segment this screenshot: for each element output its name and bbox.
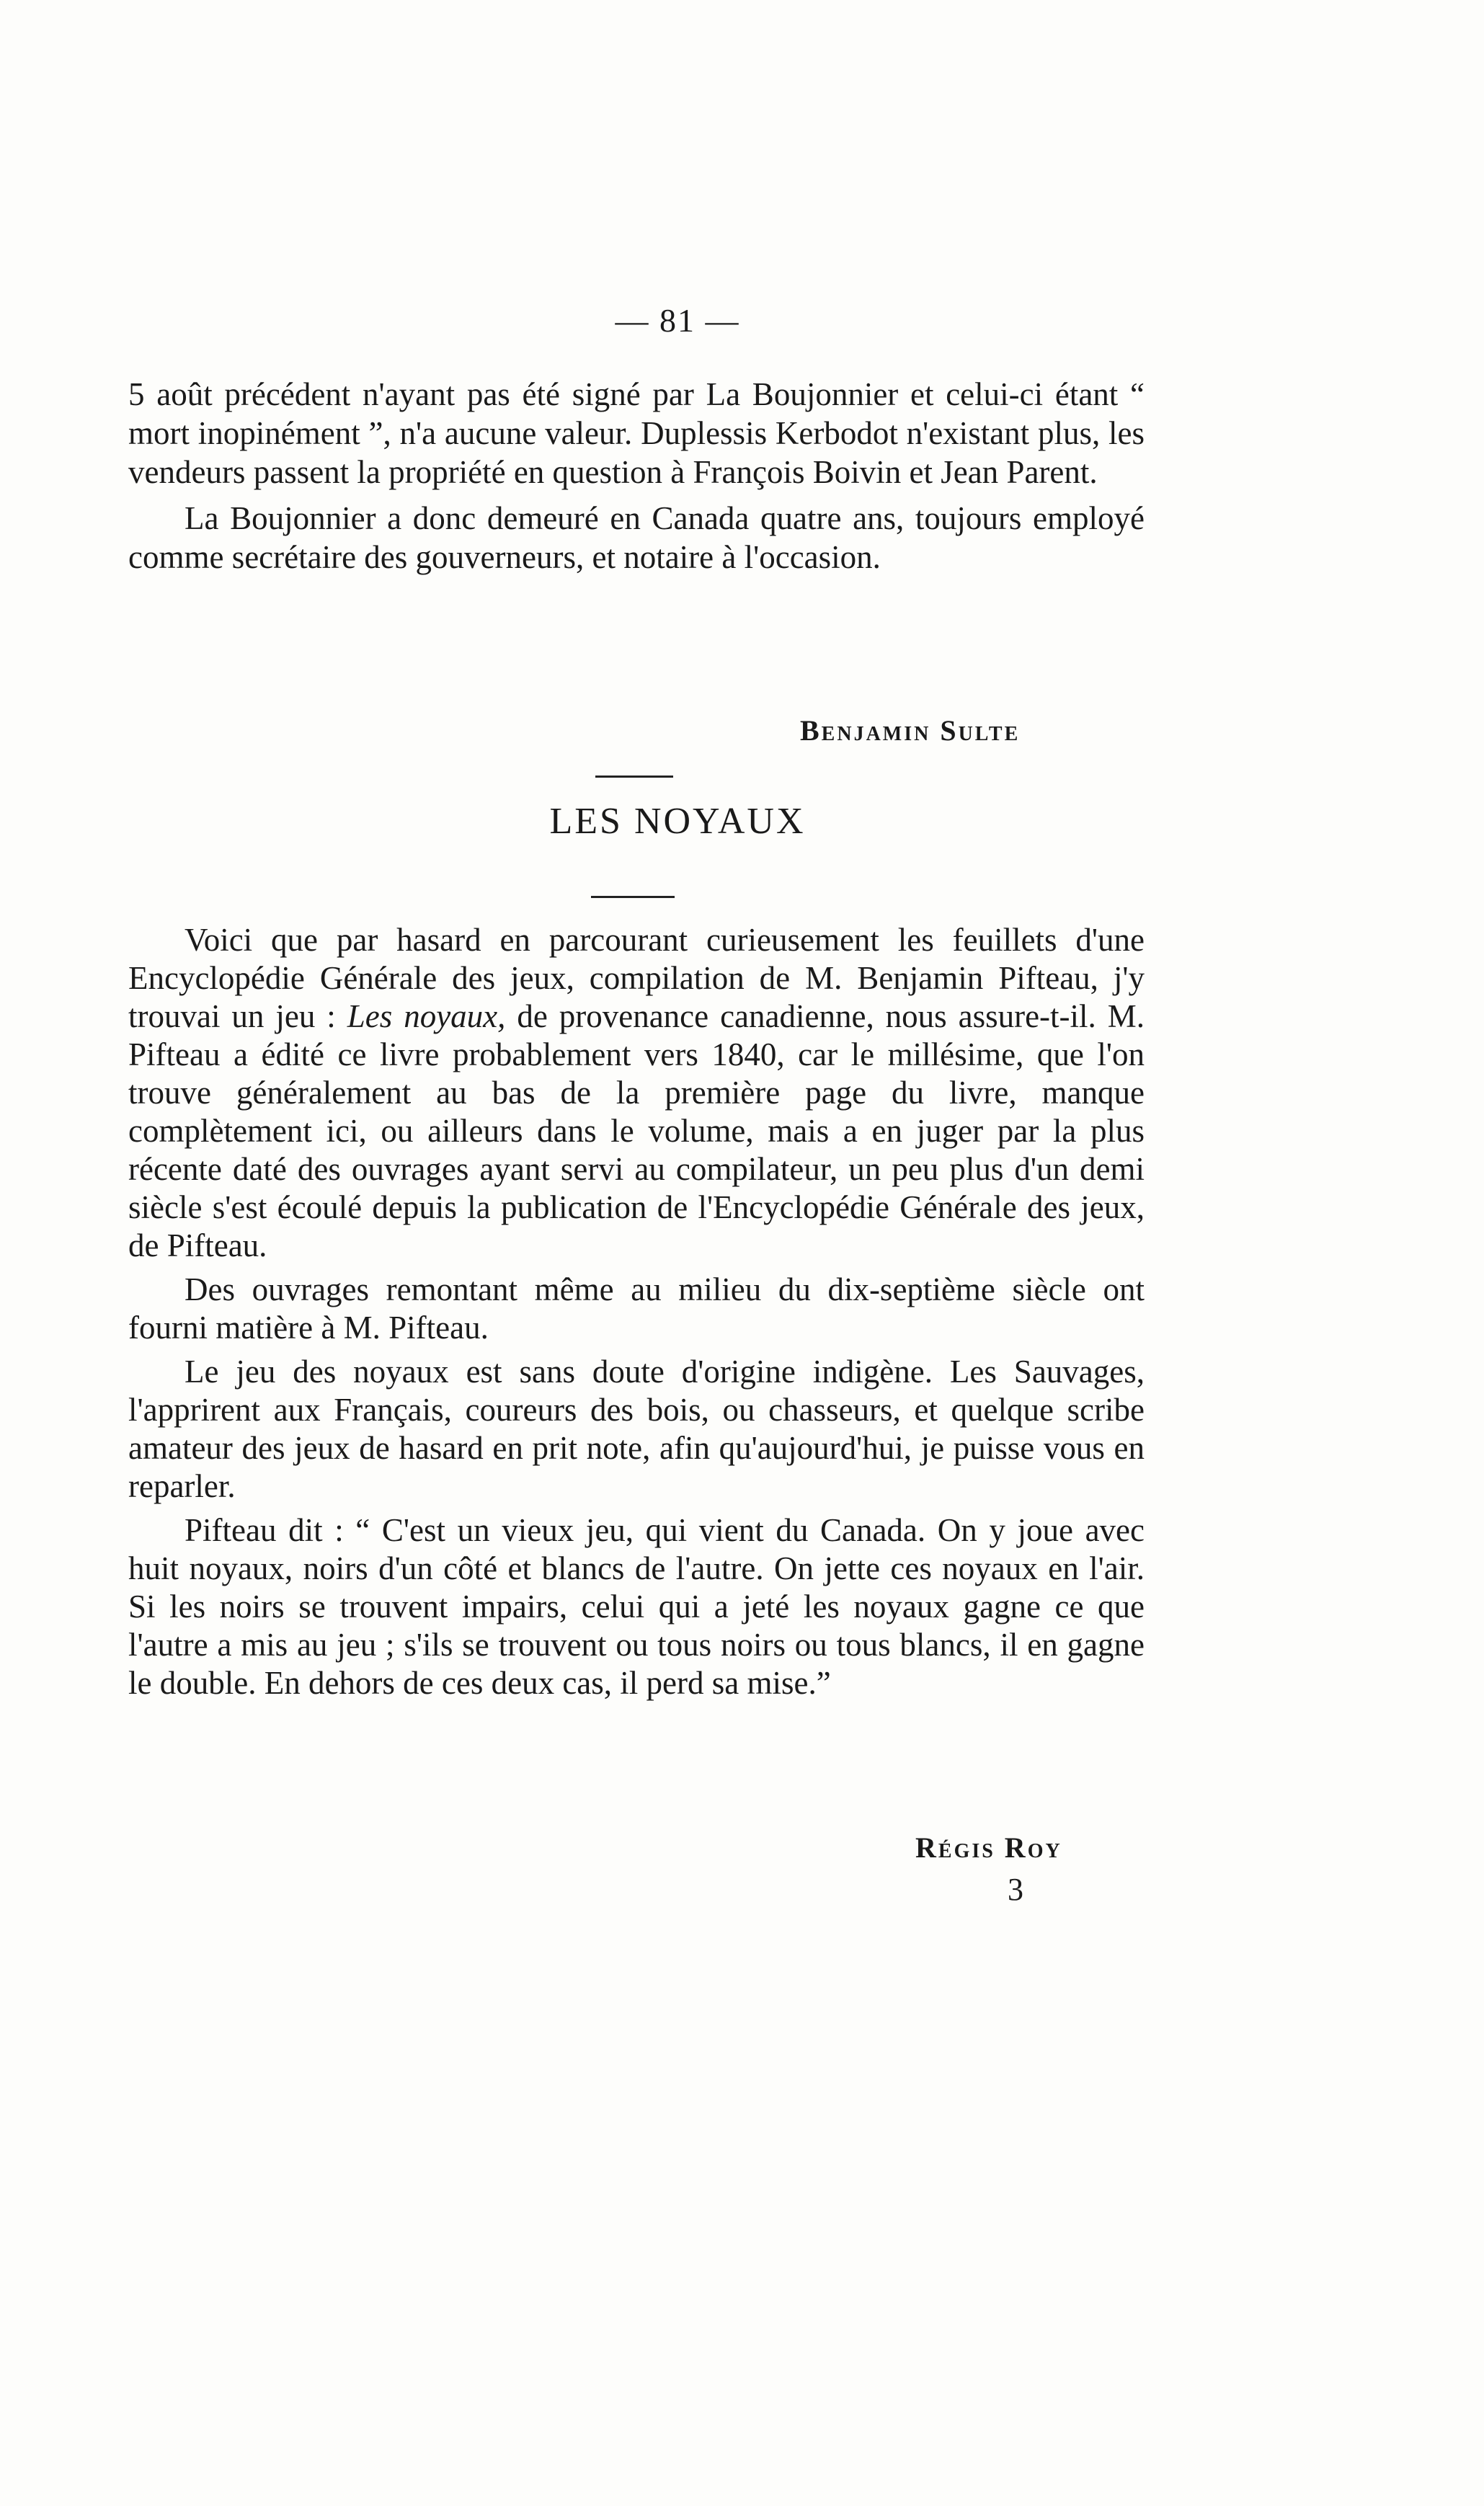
separator-rule-bottom — [591, 896, 675, 898]
author-signature-sulte: Benjamin Sulte — [800, 714, 1021, 747]
closing-paragraphs — [128, 375, 1145, 577]
separator-rule-top — [595, 776, 673, 778]
page-number: — 81 — — [615, 302, 740, 339]
section-title: LES NOYAUX — [549, 801, 806, 842]
author-signature-roy: Régis Roy — [915, 1831, 1062, 1864]
article-paragraph-1-end: de provenance canadienne, nous assure-t-il. M. Pifteau a édité ce livre probablement vers 1840, car le millésime, que l'on trouve généralement au bas de la première page du livre, manque complètement ici, ou ailleurs dans le volume, mais a en juger par la plus récente daté des ouvrages ayant servi au compilateur, un peu plus d'un demi siècle s'est écoulé depuis la publication de l'Encyclopédie Générale des jeux, de Pifteau. — [128, 998, 1145, 1263]
article-paragraph-4: Pifteau dit : “ C'est un vieux jeu, qui vient du Canada. On y joue avec huit noyaux, noirs d'un côté et blancs de l'autre. On jette ces noyaux en l'air. Si les noirs se trouvent impairs, celui qui a jeté les noyaux gagne ce que l'autre a mis au jeu ; s'ils se trouvent ou tous noirs ou tous blancs, il en gagne le double. En dehors de ces deux cas, il perd sa mise.” — [128, 1512, 1145, 1701]
article-paragraph-2: Des ouvrages remontant même au milieu du dix-septième siècle ont fourni matière à M. Pifteau. — [128, 1271, 1145, 1346]
article-body — [128, 921, 1145, 1702]
article-paragraph-3: Le jeu des noyaux est sans doute d'origine indigène. Les Sauvages, l'apprirent aux Français, coureurs des bois, ou chasseurs, et quelque scribe amateur des jeux de hasard en prit note, afin qu'aujourd'hui, je puisse vous en reparler. — [128, 1354, 1145, 1504]
game-title-italic: Les noyaux, — [347, 998, 506, 1034]
paragraph-conclusion: La Boujonnier a donc demeuré en Canada quatre ans, toujours employé comme secrétaire des gouverneurs, et notaire à l'occasion. — [128, 500, 1145, 575]
article-paragraph-1-start: Voici que par hasard en parcourant curieusement les feuillets d'une Encyclopédie Générale des jeux, compilation de M. Benjamin Pifteau, j'y trouvai un jeu : — [128, 922, 1145, 1034]
paragraph-continuation: 5 août précédent n'ayant pas été signé par La Boujonnier et celui-ci étant “ mort inopinément ”, n'a aucune valeur. Duplessis Kerbodot n'existant plus, les vendeurs passent la propriété en question à François Boivin et Jean Parent. — [128, 376, 1145, 490]
article-paragraph-1 — [128, 921, 1145, 1265]
gathering-mark: 3 — [1008, 1872, 1023, 1907]
